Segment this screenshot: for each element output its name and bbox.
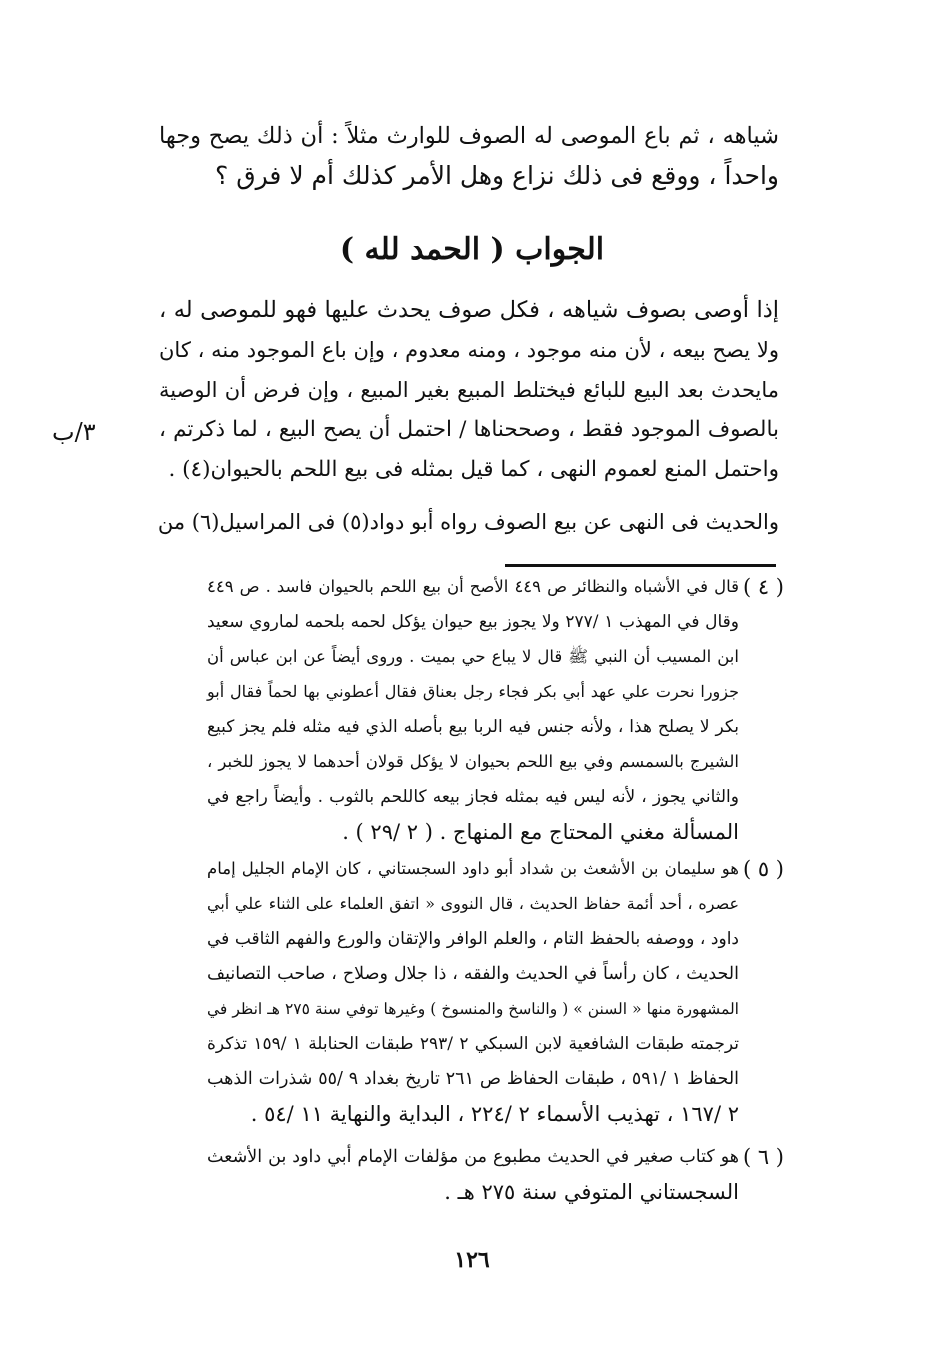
footnote-line: والثاني يجوز ، لأنه ليس فيه بمثله فجاز بيعه كاللحم بالثوب . وأيضاً راجع في	[207, 787, 739, 807]
footnote-divider	[505, 564, 776, 567]
folio-margin-note: ٣/ب	[52, 418, 96, 446]
footnote-number: ( ٤ )	[742, 575, 784, 599]
footnote-line: المشهورة منها « السنن » ( والناسخ والمنسوخ ) وغيرها توفي سنة ٢٧٥ هـ انظر في	[207, 1000, 739, 1018]
footnote-line: ترجمته طبقات الشافعية لابن السبكي ٢ /٢٩٣ طبقات الحنابلة ١ /١٥٩ تذكرة	[207, 1034, 739, 1054]
answer-line: ولا يصح بيعه ، لأن منه موجود ، ومنه معدوم ، وإن باع الموجود منه ، كان	[159, 338, 779, 362]
footnote-line: هو كتاب صغير في الحديث مطبوع من مؤلفات الإمام أبي داود بن الأشعث	[207, 1147, 739, 1167]
footnote-line: المسألة مغني المحتاج مع المنهاج . ( ٢ /٢٩ ) .	[342, 820, 739, 844]
footnote-line: وقال في المهذب ١ /٢٧٧ ولا يجوز بيع حيوان يؤكل لحمه بلحمه لماروي سعيد	[207, 612, 739, 632]
footnote-line: ٢ /١٦٧ ، تهذيب الأسماء ٢ /٢٢٤ ، البداية والنهاية ١١ /٥٤ .	[250, 1102, 739, 1126]
footnote-line: داود ، ووصفه بالحفظ التام ، والعلم الوافر والإتقان والورع والفهم الثاقب في	[207, 929, 739, 949]
answer-line: مايحدث بعد البيع للبائع فيختلط المبيع بغير المبيع ، وإن فرض أن الوصية	[159, 378, 779, 402]
footnote-number: ( ٦ )	[742, 1145, 784, 1169]
question-line: شياهه ، ثم باع الموصى له الصوف للوارث مثلاً : أن ذلك يصح وجها	[159, 123, 779, 149]
answer-line: بالصوف الموجود فقط ، وصححناها / احتمل أن يصح البيع ، لما ذكرتم ،	[159, 417, 779, 442]
footnote-line: ابن المسيب أن النبي ﷺ قال لا يباع حي بميت . وروى أيضاً عن ابن عباس أن	[207, 647, 739, 666]
footnote-line: بكر لا يصلح هذا ، ولأنه جنس فيه الربا بيع بأصله الذي فيه مثله فلم يجز كبيع	[207, 717, 739, 737]
answer-line: واحتمل المنع لعموم النهى ، كما قيل بمثله فى بيع اللحم بالحيوان(٤) .	[168, 457, 779, 482]
footnote-line: عصره ، أحد أئمة حفاظ الحديث ، قال النووى « اتفق العلماء على الثناء علي أبي	[207, 894, 739, 913]
footnote-line: قال في الأشباه والنظائر ص ٤٤٩ الأصح أن بيع اللحم بالحيوان فاسد . ص ٤٤٩	[207, 577, 739, 596]
footnote-line: الحديث ، كان رأساً في الحديث والفقه ، ذا جلال وصلاح ، صاحب التصانيف	[207, 964, 739, 984]
footnote-number: ( ٥ )	[742, 857, 784, 881]
footnote-line: الشيرج بالسمسم وفي بيع اللحم بحيوان لا يؤكل قولان أحدهما لا يجوز للخبر ،	[207, 752, 739, 771]
question-line: واحداً ، ووقع فى ذلك نزاع وهل الأمر كذلك أم لا فرق ؟	[215, 161, 779, 190]
footnote-line: جزورا نحرت علي عهد أبي بكر فجاء رجل بعناق فقال أعطوني بها لحماً فقال أبو	[207, 682, 739, 701]
footnote-line: السجستاني المتوفي سنة ٢٧٥ هـ .	[444, 1180, 739, 1204]
footnote-line: الحفاظ ١ /٥٩١ ، طبقات الحفاظ ص ٢٦١ تاريخ بغداد ٩ /٥٥ شذرات الذهب	[207, 1069, 740, 1089]
answer-heading: الجواب ( الحمد لله )	[339, 232, 605, 267]
page-number: ١٢٦	[454, 1247, 490, 1273]
answer-line: إذا أوصى بصوف شياهه ، فكل صوف يحدث عليها فهو للموصى له ،	[159, 297, 779, 323]
answer-line: والحديث فى النهى عن بيع الصوف رواه أبو دواد(٥) فى المراسيل(٦) من	[157, 510, 779, 534]
footnote-line: هو سليمان بن الأشعث بن شداد أبو داود السجستاني ، كان الإمام الجليل إمام	[207, 859, 739, 878]
